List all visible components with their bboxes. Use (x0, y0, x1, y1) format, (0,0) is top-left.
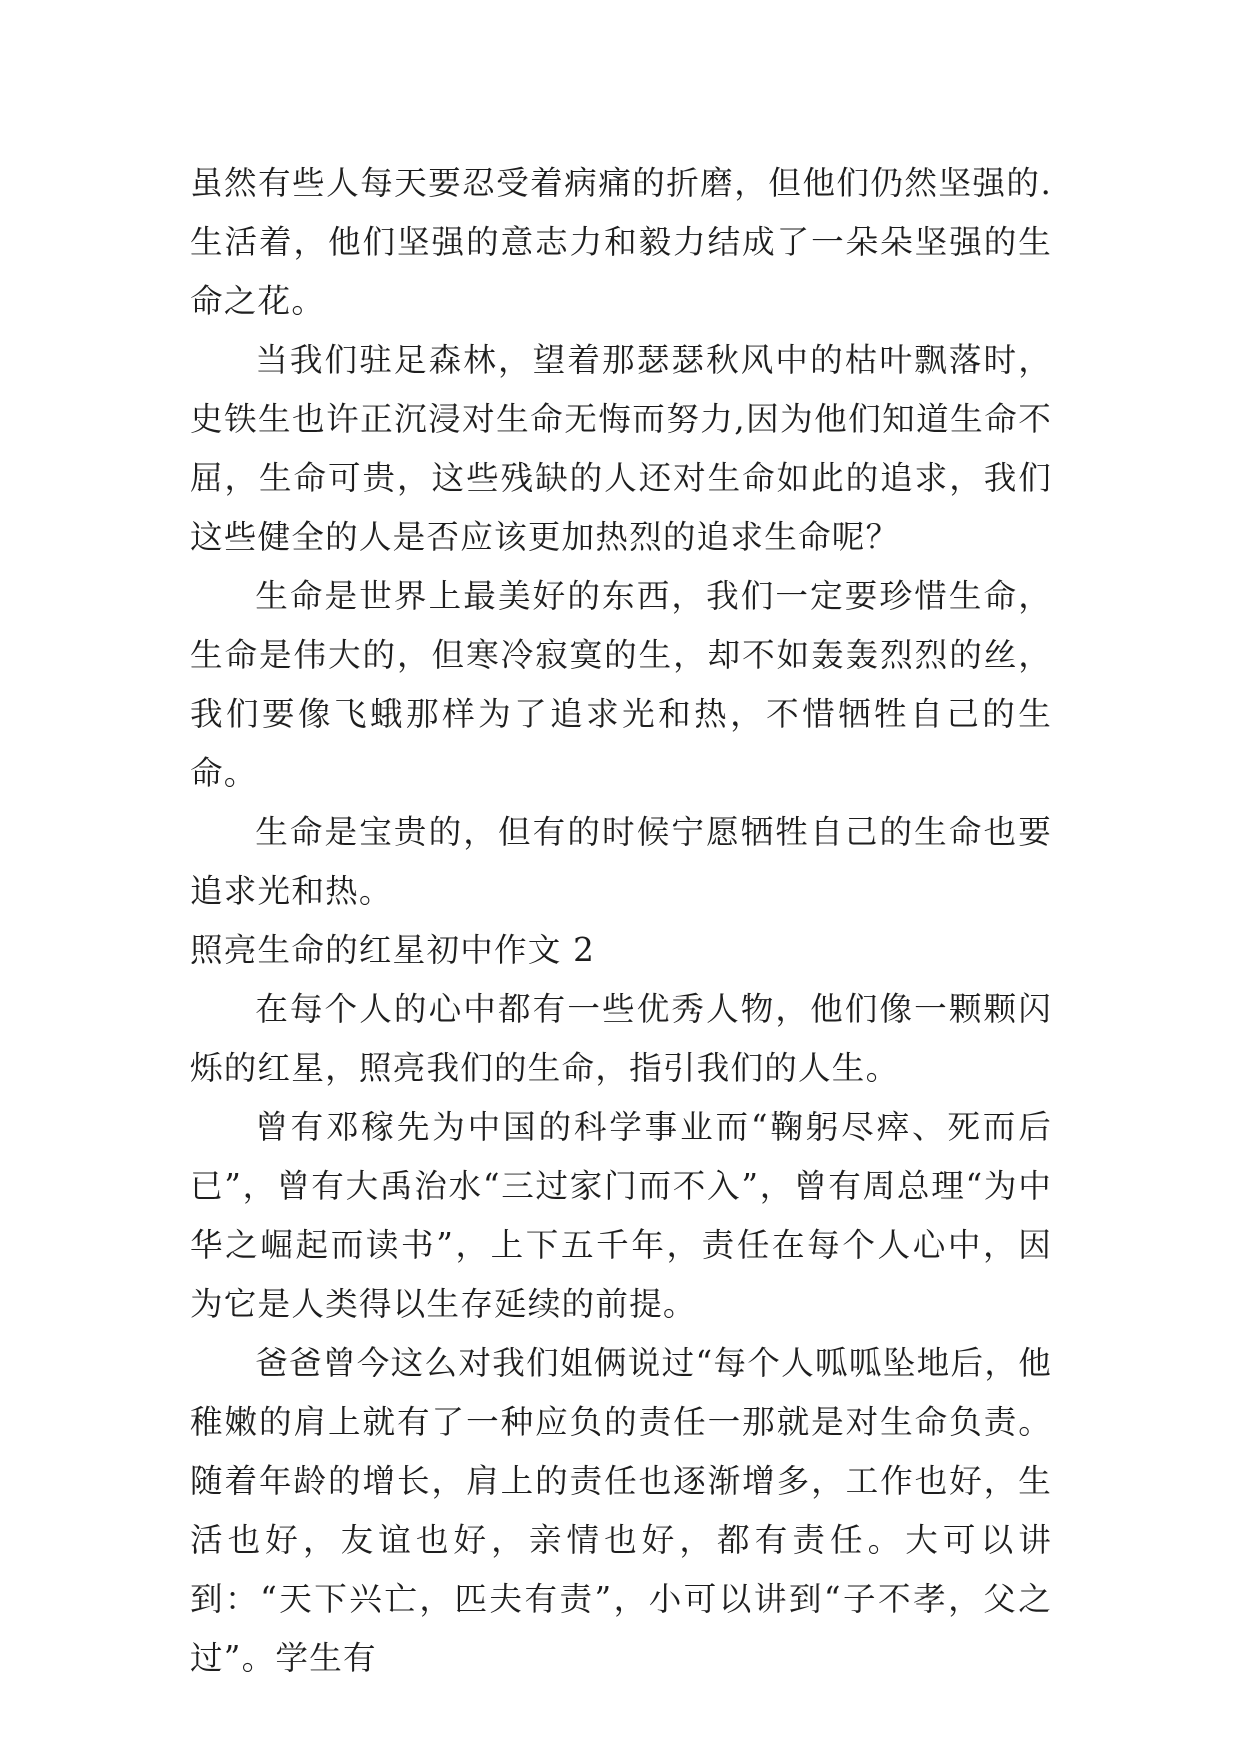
paragraph-7: 爸爸曾今这么对我们姐俩说过“每个人呱呱坠地后，他稚嫩的肩上就有了一种应负的责任一那就是对生命负责。随着年龄的增长，肩上的责任也逐渐增多，工作也好，生活也好，友谊也好，亲情也好，都有责任。大可以讲到：“天下兴亡，匹夫有责”，小可以讲到“子不孝，父之过”。学生有 (190, 1344, 1052, 1677)
paragraph-1: 虽然有些人每天要忍受着病痛的折磨，但他们仍然坚强的.生活着，他们坚强的意志力和毅力结成了一朵朵坚强的生命之花。 (190, 164, 1052, 320)
paragraph-5: 在每个人的心中都有一些优秀人物，他们像一颗颗闪烁的红星，照亮我们的生命，指引我们的人生。 (190, 990, 1052, 1087)
section-heading: 照亮生命的红星初中作文 2 (190, 931, 596, 969)
paragraph-2: 当我们驻足森林，望着那瑟瑟秋风中的枯叶飘落时，史铁生也许正沉浸对生命无悔而努力,因为他们知道生命不屈，生命可贵，这些残缺的人还对生命如此的追求，我们这些健全的人是否应该更加热烈的追求生命呢？ (190, 341, 1052, 556)
document-body (190, 154, 1052, 1688)
paragraph-3: 生命是世界上最美好的东西，我们一定要珍惜生命，生命是伟大的，但寒冷寂寞的生，却不如轰轰烈烈的丝，我们要像飞蛾那样为了追求光和热，不惜牺牲自己的生命。 (190, 577, 1052, 792)
paragraph-6: 曾有邓稼先为中国的科学事业而“鞠躬尽瘁、死而后已”，曾有大禹治水“三过家门而不入”，曾有周总理“为中华之崛起而读书”，上下五千年，责任在每个人心中，因为它是人类得以生存延续的前提。 (190, 1108, 1052, 1323)
paragraph-4: 生命是宝贵的，但有的时候宁愿牺牲自己的生命也要追求光和热。 (190, 813, 1052, 910)
